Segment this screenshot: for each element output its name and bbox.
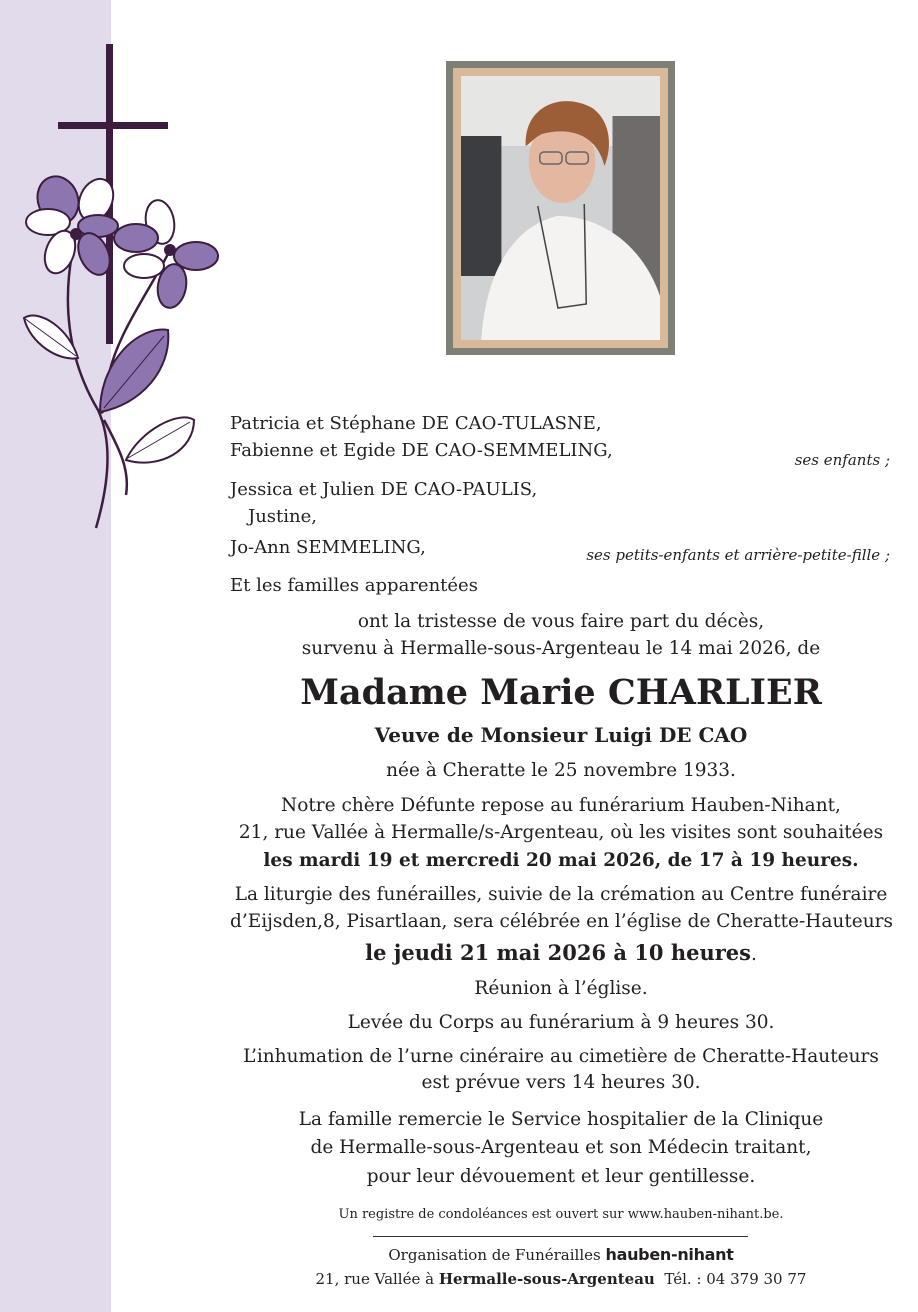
funeral-date: le jeudi 21 mai 2026 à 10 heures	[365, 940, 751, 965]
children-label: ses enfants ;	[794, 451, 890, 469]
portrait-photo	[461, 76, 660, 340]
grandchild-line: Jo-Ann SEMMELING,	[230, 537, 426, 558]
registry-note: Un registre de condoléances est ouvert sur www.hauben-nihant.be.	[338, 1207, 784, 1222]
birth-line: née à Cheratte le 25 novembre 1933.	[386, 760, 736, 781]
flower-right-icon	[114, 198, 218, 310]
phone-number: Tél. : 04 379 30 77	[664, 1270, 807, 1288]
urn-line: L’inhumation de l’urne cinéraire au cimetière de Cheratte-Hauteurs	[243, 1046, 879, 1067]
thanks-line: de Hermalle-sous-Argenteau et son Médecin traitant,	[310, 1137, 812, 1158]
address-town: Hermalle-sous-Argenteau	[438, 1270, 655, 1288]
thanks-line: La famille remercie le Service hospitalier de la Clinique	[298, 1109, 824, 1130]
cross-and-flowers-illustration	[0, 40, 230, 540]
thanks-line: pour leur dévouement et leur gentillesse.	[366, 1166, 756, 1187]
organizer-line	[230, 1245, 892, 1264]
grandchild-line: Jessica et Julien DE CAO-PAULIS,	[230, 479, 538, 500]
funeral-line: d’Eijsden,8, Pisartlaan, sera célébrée en l’église de Cheratte-Hauteurs	[230, 911, 893, 932]
reunion-line: Réunion à l’église.	[474, 978, 648, 999]
funeral-date-suffix: .	[750, 944, 757, 965]
relatives-line: Et les familles apparentées	[230, 575, 478, 596]
address-line	[230, 1270, 892, 1288]
funeral-line: La liturgie des funérailles, suivie de la crémation au Centre funéraire	[234, 884, 888, 905]
levee-line: Levée du Corps au funérarium à 9 heures 30.	[347, 1012, 775, 1033]
brand-logo: hauben-nihant	[605, 1245, 734, 1264]
grandchildren-label: ses petits-enfants et arrière-petite-fille ;	[586, 546, 890, 564]
flower-left-icon	[26, 171, 120, 280]
widow-of: Veuve de Monsieur Luigi DE CAO	[374, 723, 748, 747]
family-child-line: Fabienne et Egide DE CAO-SEMMELING,	[230, 440, 613, 461]
family-child-line: Patricia et Stéphane DE CAO-TULASNE,	[230, 413, 602, 434]
visits-line: 21, rue Vallée à Hermalle/s-Argenteau, où les visites sont souhaitées	[238, 822, 884, 843]
announcement-line: survenu à Hermalle-sous-Argenteau le 14 mai 2026, de	[301, 638, 821, 659]
grandchild-line: Justine,	[248, 506, 318, 527]
footer-divider	[373, 1236, 748, 1237]
visits-line: Notre chère Défunte repose au funérarium Hauben-Nihant,	[281, 795, 841, 816]
portrait-frame	[446, 61, 675, 355]
address-prefix: 21, rue Vallée à	[315, 1270, 435, 1288]
urn-line: est prévue vers 14 heures 30.	[421, 1072, 701, 1093]
funeral-date-wrap	[230, 940, 892, 965]
deceased-name: Madame Marie CHARLIER	[300, 672, 822, 713]
announcement-line: ont la tristesse de vous faire part du décès,	[357, 611, 765, 632]
visits-dates: les mardi 19 et mercredi 20 mai 2026, de 17 à 19 heures.	[263, 850, 859, 871]
organizer-label: Organisation de Funérailles	[388, 1246, 601, 1264]
